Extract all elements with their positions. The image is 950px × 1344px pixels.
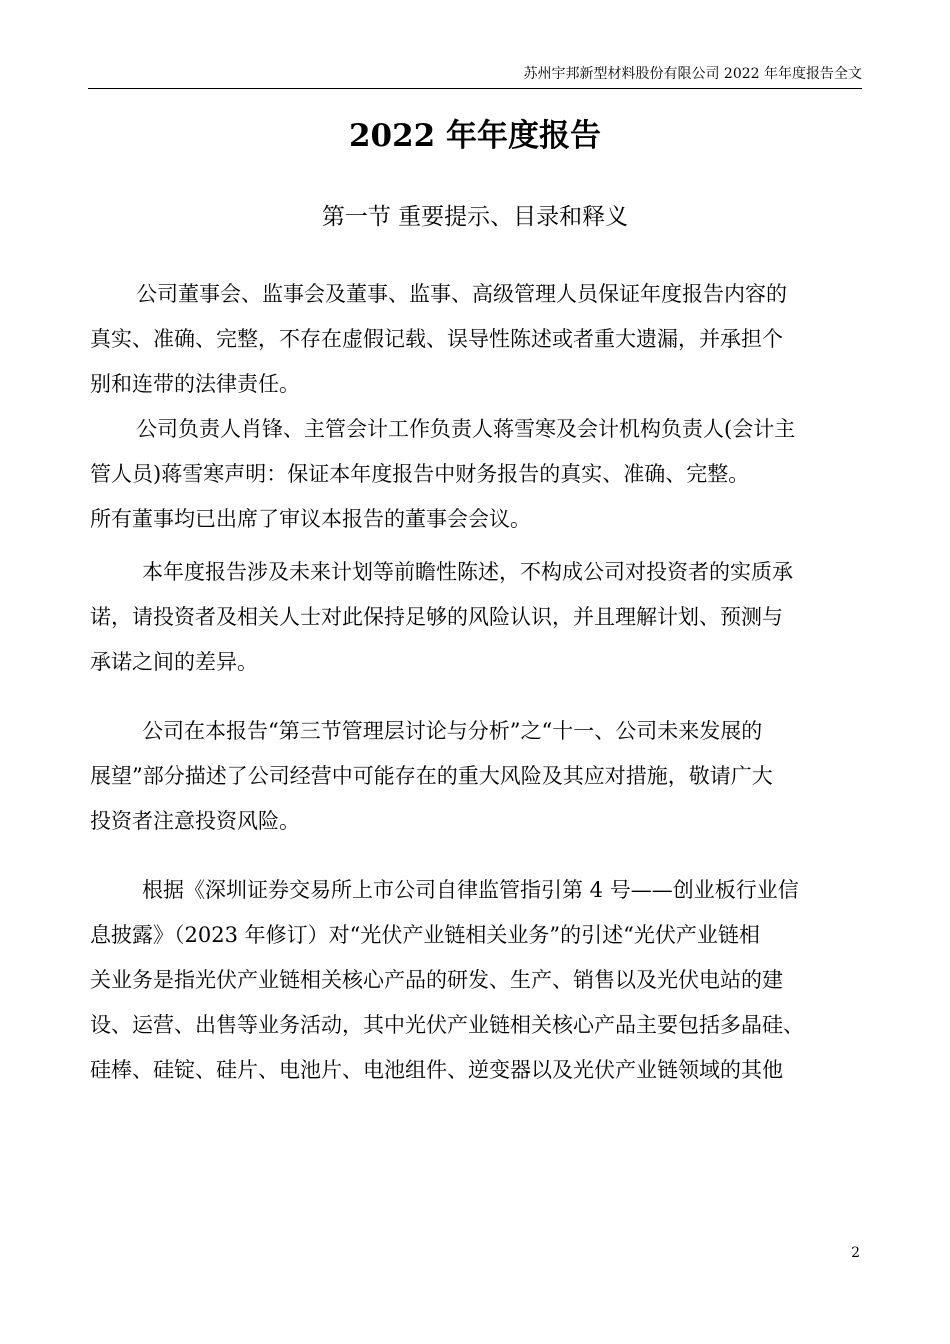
paragraph-line: 息披露》（2023 年修订）对“光伏产业链相关业务”的引述“光伏产业链相 — [90, 923, 760, 947]
paragraph-declaration — [90, 407, 870, 542]
page-number: 2 — [851, 1245, 860, 1261]
paragraph-line: 所有董事均已出席了审议本报告的董事会会议。 — [90, 507, 531, 531]
page-header — [88, 60, 862, 89]
paragraph-line: 硅棒、硅锭、硅片、电池片、电池组件、逆变器以及光伏产业链领域的其他 — [90, 1058, 783, 1082]
report-title: 2022 年年度报告 — [348, 118, 602, 154]
section-title: 第一节 重要提示、目录和释义 — [321, 204, 629, 230]
paragraph-line: 公司在本报告“第三节管理层讨论与分析”之“十一、公司未来发展的 — [142, 719, 763, 743]
paragraph-line: 设、运营、出售等业务活动，其中光伏产业链相关核心产品主要包括多晶硅、 — [90, 1013, 804, 1037]
paragraph-line: 根据《深圳证券交易所上市公司自律监管指引第 4 号——创业板行业信 — [142, 878, 799, 902]
paragraph-forward-looking — [90, 550, 870, 685]
paragraph-line: 承诺之间的差异。 — [90, 650, 258, 674]
paragraph-line: 公司董事会、监事会及董事、监事、高级管理人员保证年度报告内容的 — [136, 282, 787, 306]
paragraph-line: 别和连带的法律责任。 — [90, 372, 300, 396]
paragraph-line: 关业务是指光伏产业链相关核心产品的研发、生产、销售以及光伏电站的建 — [90, 968, 783, 992]
report-body — [90, 272, 870, 1093]
paragraph-line: 管人员)蒋雪寒声明：保证本年度报告中财务报告的真实、准确、完整。 — [90, 462, 750, 486]
paragraph-line: 真实、准确、完整，不存在虚假记载、误导性陈述或者重大遗漏，并承担个 — [90, 327, 783, 351]
paragraph-risk — [90, 709, 870, 844]
paragraph-photovoltaic — [90, 868, 870, 1093]
header-text: 苏州宇邦新型材料股份有限公司 2022 年年度报告全文 — [523, 66, 862, 82]
paragraph-line: 公司负责人肖锋、主管会计工作负责人蒋雪寒及会计机构负责人(会计主 — [136, 417, 796, 441]
paragraph-responsibility — [90, 272, 870, 407]
paragraph-line: 本年度报告涉及未来计划等前瞻性陈述，不构成公司对投资者的实质承 — [142, 560, 793, 584]
paragraph-line: 诺，请投资者及相关人士对此保持足够的风险认识，并且理解计划、预测与 — [90, 605, 783, 629]
paragraph-line: 投资者注意投资风险。 — [90, 809, 300, 833]
paragraph-line: 展望”部分描述了公司经营中可能存在的重大风险及其应对措施，敬请广大 — [90, 764, 773, 788]
